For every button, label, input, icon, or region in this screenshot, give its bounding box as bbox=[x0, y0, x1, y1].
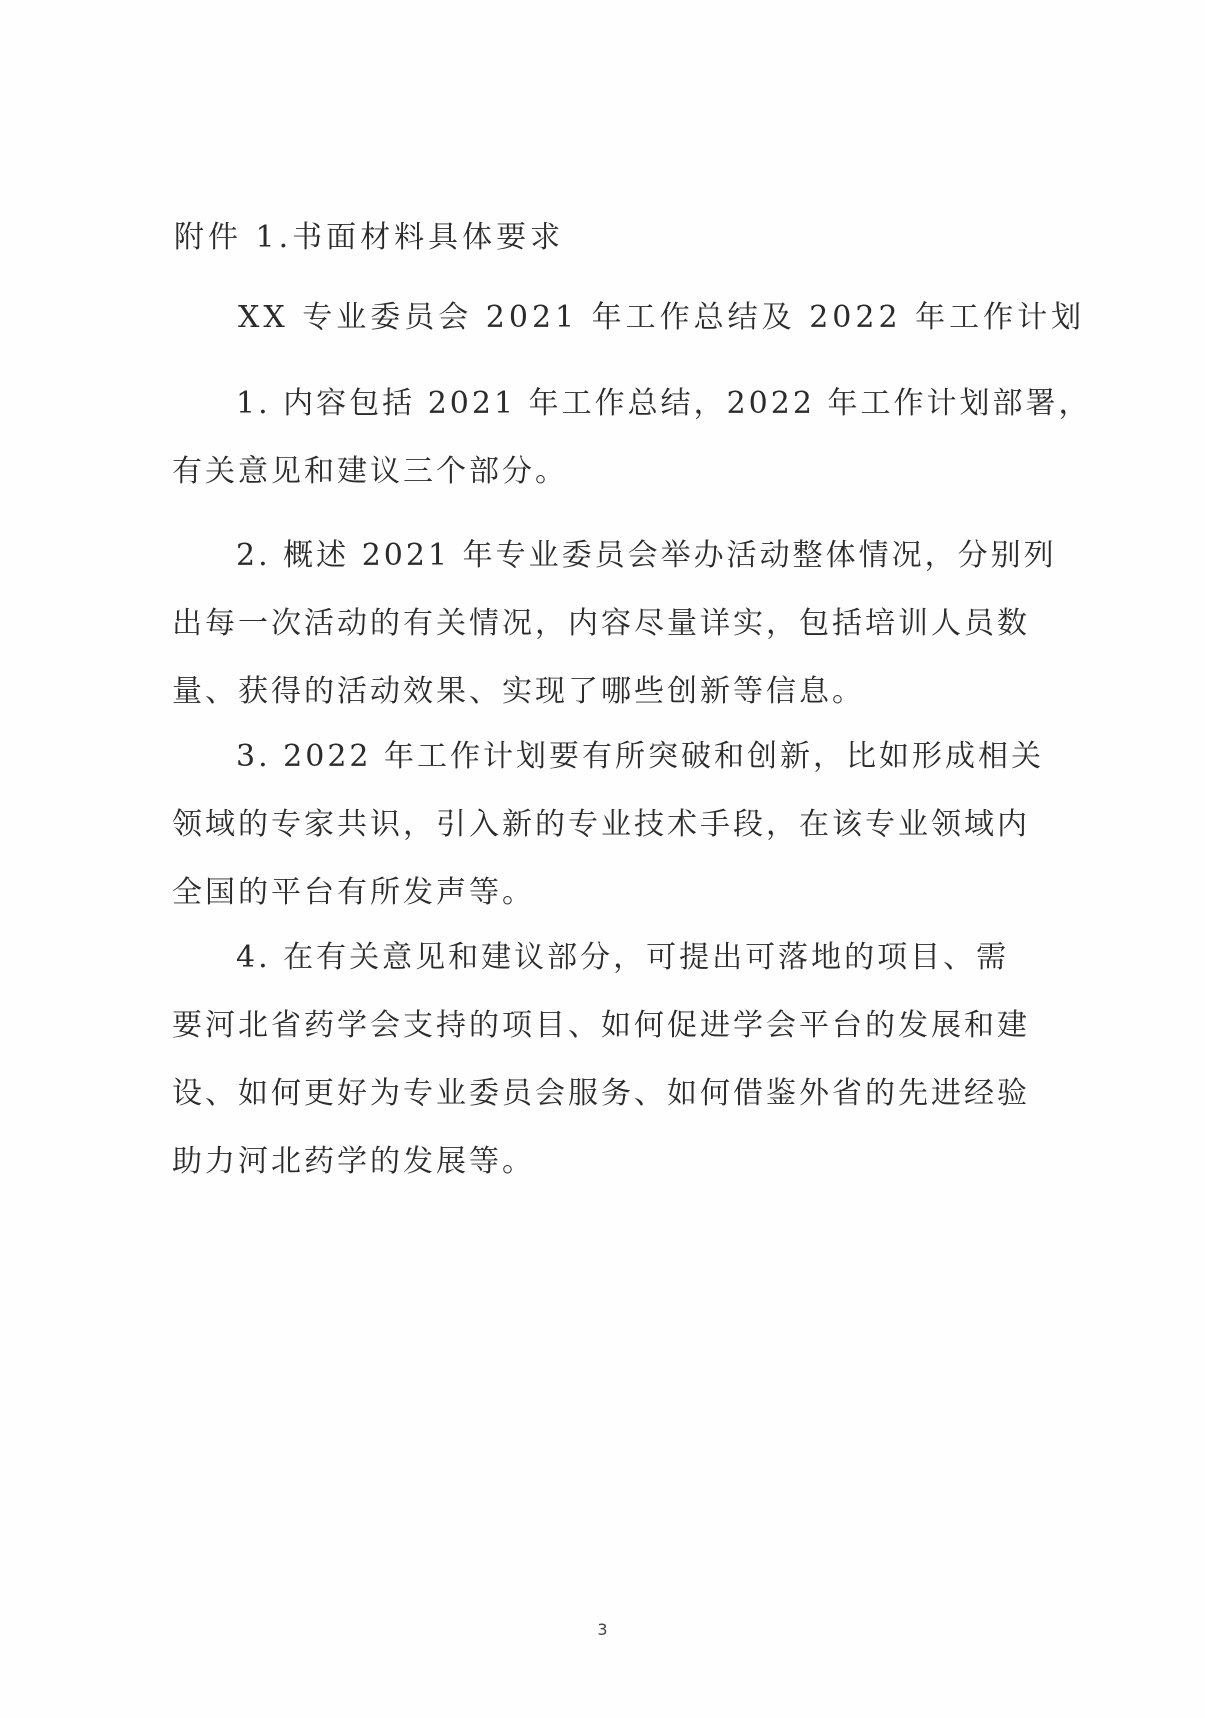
requirement-paragraph-3 bbox=[172, 723, 1045, 927]
paragraph-line: 有关意见和建议三个部分。 bbox=[172, 454, 568, 489]
paragraph-line: 全国的平台有所发声等。 bbox=[172, 875, 535, 910]
paragraph-line: 领域的专家共识，引入新的专业技术手段，在该专业领域内 bbox=[172, 807, 1030, 842]
paragraph-line: 4. 在有关意见和建议部分，可提出可落地的项目、需 bbox=[236, 940, 1010, 975]
paragraph-line: 2. 概述 2021 年专业委员会举办活动整体情况，分别列 bbox=[236, 538, 1057, 573]
page-number: 3 bbox=[597, 1620, 608, 1639]
document-title: XX 专业委员会 2021 年工作总结及 2022 年工作计划 bbox=[238, 300, 1086, 335]
paragraph-line: 1. 内容包括 2021 年工作总结，2022 年工作计划部署， bbox=[236, 386, 1092, 421]
attachment-label: 附件 1.书面材料具体要求 bbox=[174, 220, 565, 255]
paragraph-line: 出每一次活动的有关情况，内容尽量详实，包括培训人员数 bbox=[172, 606, 1030, 641]
requirement-paragraph-1 bbox=[172, 370, 1092, 506]
paragraph-line: 量、获得的活动效果、实现了哪些创新等信息。 bbox=[172, 674, 865, 709]
requirement-paragraph-4 bbox=[172, 924, 1042, 1196]
paragraph-line: 3. 2022 年工作计划要有所突破和创新，比如形成相关 bbox=[236, 739, 1045, 774]
paragraph-line: 设、如何更好为专业委员会服务、如何借鉴外省的先进经验 bbox=[172, 1076, 1030, 1111]
paragraph-line: 助力河北药学的发展等。 bbox=[172, 1144, 535, 1179]
requirement-paragraph-2 bbox=[172, 522, 1057, 726]
paragraph-line: 要河北省药学会支持的项目、如何促进学会平台的发展和建 bbox=[172, 1008, 1030, 1043]
